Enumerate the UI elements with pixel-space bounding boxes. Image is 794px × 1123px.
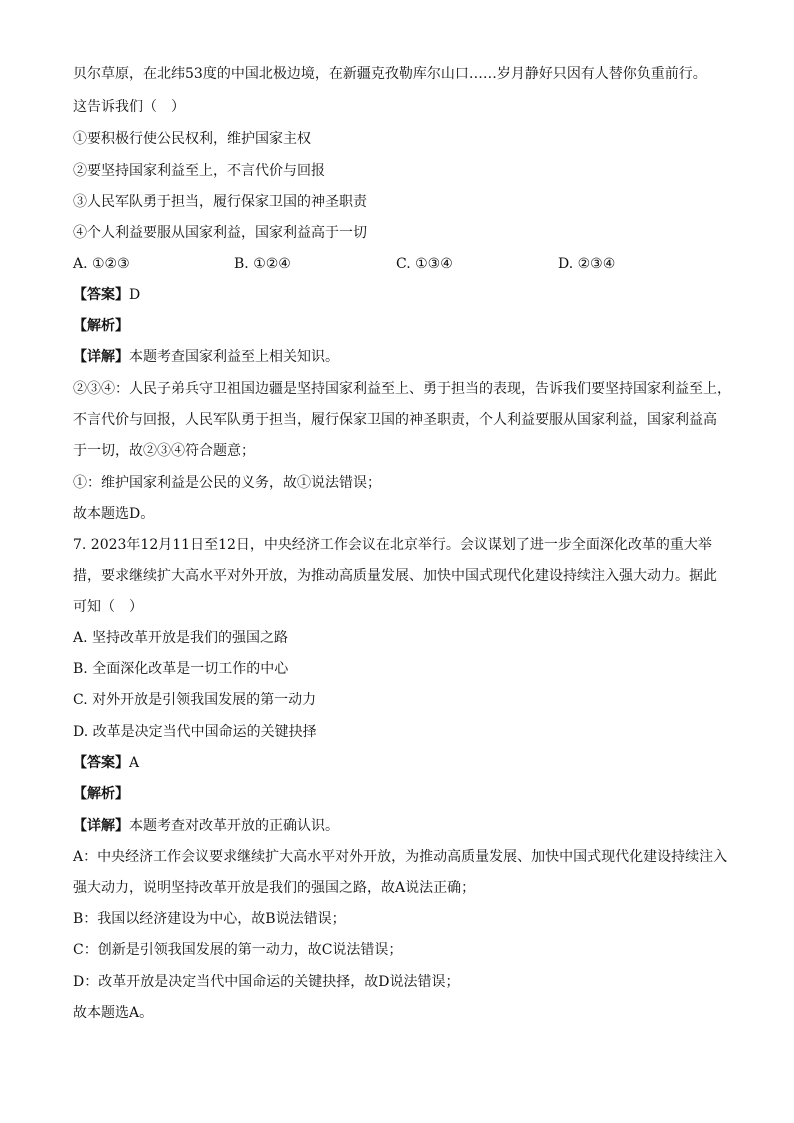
q7-explanation-line: B：我国以经济建设为中心，故B说法错误；: [73, 911, 346, 927]
q7-option-d: D. 改革是决定当代中国命运的关键抉择: [73, 724, 317, 740]
q6-explanation-line: ①：维护国家利益是公民的义务，故①说法错误；: [73, 475, 381, 491]
q6-statement-2: ②要坚持国家利益至上，不言代价与回报: [73, 163, 325, 179]
q6-explanation-line: 不言代价与回报，人民军队勇于担当，履行保家卫国的神圣职责，个人利益要服从国家利益，国家利益高: [73, 412, 717, 428]
q7-explanation-line: D：改革开放是决定当代中国命运的关键抉择，故D说法错误；: [73, 974, 460, 990]
q7-detail: [73, 816, 723, 836]
q7-answer-label: 【答案】: [73, 755, 129, 771]
q7-option-a: A. 坚持改革开放是我们的强国之路: [73, 630, 289, 646]
q7-detail-label: 【详解】: [73, 818, 129, 834]
q7-analysis-label: 【解析】: [73, 786, 129, 802]
q7-option-b: B. 全面深化改革是一切工作的中心: [73, 661, 289, 677]
q6-analysis-label: 【解析】: [73, 318, 129, 334]
q7-explanation-line: 强大动力，说明坚持改革开放是我们的强国之路，故A说法正确；: [73, 880, 476, 896]
q6-answer-value: D: [129, 287, 141, 303]
q6-stem-tail: 贝尔草原，在北纬53度的中国北极边境，在新疆克孜勒库尔山口……岁月静好只因有人替你负重前行。: [73, 66, 707, 82]
q6-explanation-line: 于一切，故②③④符合题意；: [73, 443, 255, 459]
q6-answer-label: 【答案】: [73, 287, 129, 303]
q6-option-c: C. ①③④: [396, 256, 453, 272]
q7-explanation-line: C：创新是引领我国发展的第一动力，故C说法错误；: [73, 942, 403, 958]
q6-detail: [73, 347, 723, 367]
q7-option-c: C. 对外开放是引领我国发展的第一动力: [73, 692, 317, 708]
q7-stem-line: 可知（ ）: [73, 599, 143, 615]
q7-detail-intro: 本题考查对改革开放的正确认识。: [129, 818, 339, 834]
q6-stem-prompt: 这告诉我们（ ）: [73, 99, 185, 115]
q6-answer: [73, 285, 723, 305]
q6-detail-intro: 本题考查国家利益至上相关知识。: [129, 349, 339, 365]
q7-answer-value: A: [129, 755, 140, 771]
q7-explanation-line: A：中央经济工作会议要求继续扩大高水平对外开放，为推动高质量发展、加快中国式现代化建设持续注入: [73, 849, 728, 865]
q7-answer: [73, 753, 723, 773]
q6-statement-4: ④个人利益要服从国家利益，国家利益高于一切: [73, 225, 367, 241]
q7-explanation-line: 故本题选A。: [73, 1005, 154, 1021]
q6-option-a: A. ①②③: [73, 256, 130, 272]
q6-option-b: B. ①②④: [234, 256, 291, 272]
q6-statement-3: ③人民军队勇于担当，履行保家卫国的神圣职责: [73, 194, 367, 210]
q7-stem-line: 7. 2023年12月11日至12日，中央经济工作会议在北京举行。会议谋划了进一步全面深化改革的重大举: [73, 537, 712, 553]
q6-statement-1: ①要积极行使公民权利，维护国家主权: [73, 131, 311, 147]
q6-explanation-line: 故本题选D。: [73, 506, 155, 522]
q6-option-d: D. ②③④: [558, 256, 616, 272]
q6-explanation-line: ②③④：人民子弟兵守卫祖国边疆是坚持国家利益至上、勇于担当的表现，告诉我们要坚持国家利益至上，: [73, 381, 731, 397]
q7-stem-line: 措，要求继续扩大高水平对外开放，为推动高质量发展、加快中国式现代化建设持续注入强大动力。据此: [73, 568, 717, 584]
q6-detail-label: 【详解】: [73, 349, 129, 365]
